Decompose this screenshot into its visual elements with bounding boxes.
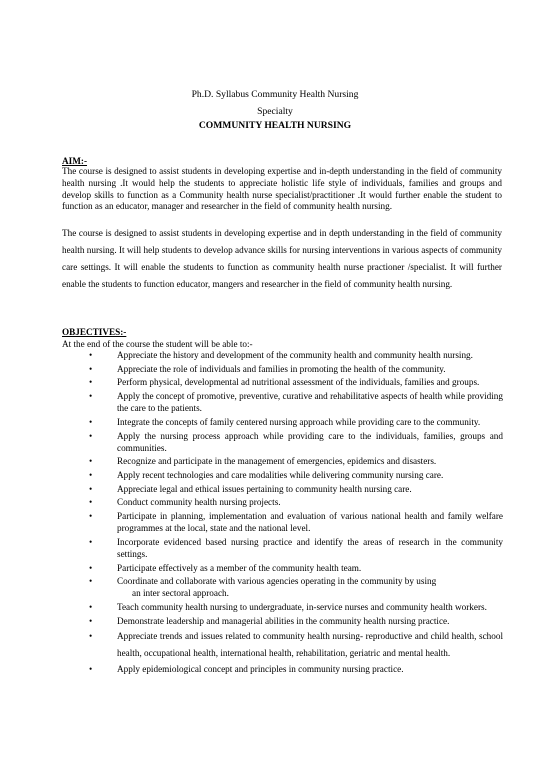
list-item: • Apply the concept of promotive, preventive, curative and rehabilitative aspects of health while providing the care to the patients. [89,391,503,414]
bullet-icon: • [89,576,93,587]
list-item: • Incorporate evidenced based nursing practice and identify the areas of research in the community settings. [89,536,503,559]
list-item: • Recognize and participate in the management of emergencies, epidemics and disasters. [89,456,437,467]
list-item: • Apply the nursing process approach while providing care to the individuals, families, groups and communities. [89,430,503,453]
bullet-icon: • [89,511,93,522]
bullet-icon: • [89,416,93,427]
list-item: • Appreciate legal and ethical issues pertaining to community health nursing care. [89,483,412,494]
aim-paragraph-2: The course is designed to assist students in developing expertise and in depth understanding in the field of community health nursing. It will help students to develop advance skills for nursing interventions in various aspects of community care settings. It will enable the students to function as community health nurse practioner /specialist. It will further enable the students to function educator, mangers and researcher in the field of community health nursing. [62,228,502,289]
list-item: • Integrate the concepts of family centered nursing approach while providing care to the community. [89,416,481,427]
aim-heading: AIM:- [62,156,88,166]
list-item: • Conduct community health nursing projects. [89,497,281,508]
list-item: • Appreciate the history and development of the community health and community health nursing. [89,350,473,360]
bullet-icon: • [89,470,93,480]
list-item: • Appreciate trends and issues related to community health nursing- reproductive and child health, school health, occupational health, international health, rehabilitation, geriatric and mental health. [62,628,503,661]
list-item: • Apply epidemiological concept and principles in community nursing practice. [89,664,404,675]
list-item: • Participate effectively as a member of the community health team. [89,562,362,573]
list-item: • Coordinate and collaborate with various agencies operating in the community by using an inter sectoral approach. [62,575,503,599]
list-item: • Apply recent technologies and care modalities while delivering community nursing care. [89,470,444,480]
bullet-icon: • [89,536,93,547]
bullet-icon: • [89,497,93,508]
objectives-list [62,349,503,676]
list-item: • Teach community health nursing to undergraduate, in-service nurses and community health workers. [89,602,487,613]
doc-header-specialty: Specialty [257,106,293,117]
bullet-icon: • [89,391,93,402]
bullet-icon: • [89,363,93,374]
bullet-icon: • [89,350,93,360]
bullet-icon: • [89,631,93,642]
list-item: • Appreciate the role of individuals and families in promoting the health of the community. [89,363,446,374]
bullet-icon: • [89,456,93,467]
list-item: • Demonstrate leadership and managerial abilities in the community health nursing practice. [89,615,450,626]
objectives-intro: At the end of the course the student will be able to:- [62,339,253,349]
bullet-icon: • [89,615,93,626]
list-item: • Perform physical, developmental ad nutritional assessment of the individuals, families and groups. [89,377,480,388]
bullet-icon: • [89,483,93,494]
doc-title: COMMUNITY HEALTH NURSING [198,120,352,131]
list-item: • Participate in planning, implementation and evaluation of various national health and family welfare programmes at the local, state and the national level. [89,511,503,534]
doc-header-line1: Ph.D. Syllabus Community Health Nursing [191,89,359,100]
bullet-icon: • [89,562,93,573]
bullet-icon: • [89,430,93,441]
bullet-icon: • [89,377,93,388]
objectives-heading: OBJECTIVES:- [62,327,127,337]
bullet-icon: • [89,602,93,613]
list-item-continuation: an inter sectoral approach. [132,588,229,599]
aim-paragraph-1: The course is designed to assist students in developing expertise and in-depth understanding in the field of community health nursing .It would help the students to appreciate holistic life style of individuals, families and groups and develop skills to function as a Community health nurse specialist/practitioner .It would further enable the student to function as an educator, manager and researcher in the field of community health nursing. [62,166,502,212]
bullet-icon: • [89,664,93,675]
